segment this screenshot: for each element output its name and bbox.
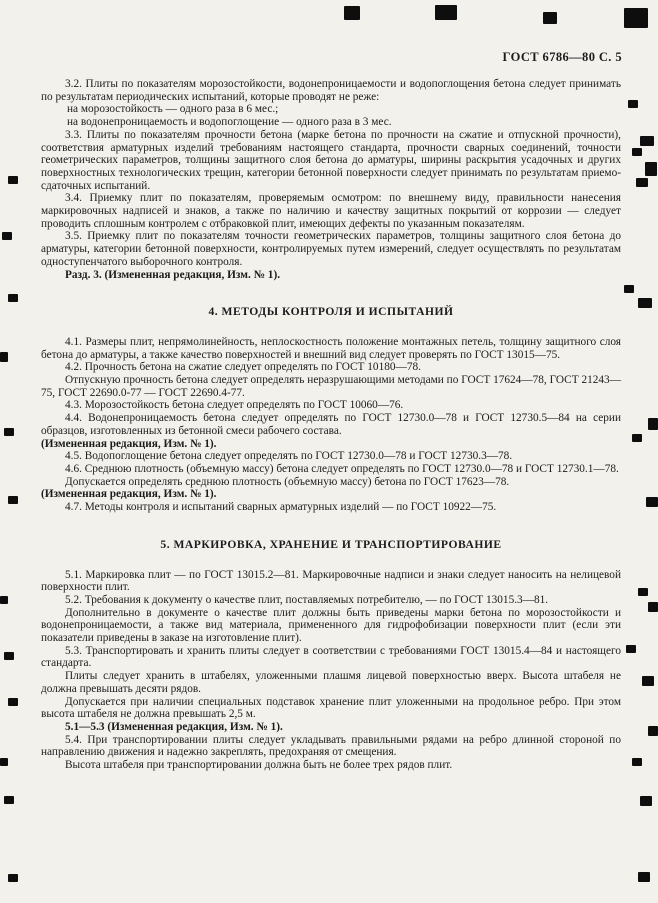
- paragraph: (Измененная редакция, Изм. № 1).: [41, 437, 217, 450]
- paragraph: Допускается при наличии специальных подставок хранение плит уложенными на продольное ребро. При этом высота штабеля не должна превышать 2,5 м.: [41, 695, 621, 721]
- paragraph: 4.5. Водопоглощение бетона следует определять по ГОСТ 12730.0—78 и ГОСТ 12730.3—78.: [65, 450, 513, 463]
- scan-artifact: [624, 285, 634, 293]
- scan-artifact: [632, 148, 642, 156]
- paragraph: 3.2. Плиты по показателям морозостойкости, водонепроницаемости и водопоглощения бетона следует принимать по результатам периодических испытаний, которые проводят не реже:: [41, 78, 621, 103]
- section-heading: 4. МЕТОДЫ КОНТРОЛЯ И ИСПЫТАНИЙ: [208, 305, 454, 319]
- scan-artifact: [543, 12, 557, 24]
- paragraph: 5.3. Транспортировать и хранить плиты следует в соответствии с требованиями ГОСТ 13015.4—84 и настоящего стандарта.: [41, 644, 621, 670]
- scan-artifact: [638, 298, 652, 308]
- paragraph: 3.3. Плиты по показателям прочности бетона (марке бетона по прочности на сжатие и отпускной прочности), соответствия арматурных изделий требованиям настоящего стандарта, прочности сварных соединений, точности геометрических параметров, толщины защитного слоя бетона до арматуры, ширины раскрытия усадочных и других поверхностных технологических трещин, категории бетонной поверхности следует принимать по результатам приемо-сдаточных испытаний.: [41, 128, 621, 192]
- scan-artifact: [4, 796, 14, 804]
- scan-artifact: [0, 758, 8, 766]
- paragraph: Высота штабеля при транспортировании должна быть не более трех рядов плит.: [65, 759, 453, 772]
- scan-artifact: [626, 645, 636, 653]
- scan-artifact: [640, 136, 654, 146]
- scan-artifact: [646, 497, 658, 507]
- paragraph: 3.5. Приемку плит по показателям точности геометрических параметров, толщины защитного слоя бетона до арматуры, категории бетонной поверхности, контролируемых путем измерений, следует осуществлять по результатам одноступенчатого выборочного контроля.: [41, 230, 621, 268]
- paragraph: 5.2. Требования к документу о качестве плит, поставляемых потребителю, — по ГОСТ 13015.3—81.: [65, 593, 549, 606]
- scan-artifact: [632, 434, 642, 442]
- document-body: [41, 78, 621, 772]
- paragraph: 4.1. Размеры плит, непрямолинейность, неплоскостность положение монтажных петель, толщину защитного слоя бетона до арматуры, а также качество поверхностей и внешний вид следует проверять по ГОСТ 13015—75.: [41, 335, 621, 361]
- scan-artifact: [648, 418, 658, 430]
- scan-artifact: [638, 588, 648, 596]
- scan-artifact: [624, 8, 648, 28]
- scan-artifact: [0, 352, 8, 362]
- scan-artifact: [632, 758, 642, 766]
- paragraph: 4.4. Водонепроницаемость бетона следует определять по ГОСТ 12730.0—78 и ГОСТ 12730.5—84 на серии образцов, изготовленных из бетонной смеси рабочего состава.: [41, 412, 621, 437]
- scan-artifact: [344, 6, 360, 20]
- paragraph: 3.4. Приемку плит по показателям, проверяемым осмотром: по внешнему виду, правильности нанесения маркировочных надписей и знаков, а также по наличию и качеству защитных покрытий от коррозии — следует проводить сплошным контролем с отбраковкой плит, имеющих дефекты по указанным показателям.: [41, 192, 621, 230]
- scan-artifact: [8, 874, 18, 882]
- scan-artifact: [4, 652, 14, 660]
- section-heading: 5. МАРКИРОВКА, ХРАНЕНИЕ И ТРАНСПОРТИРОВАНИЕ: [160, 537, 502, 551]
- scan-artifact: [435, 5, 457, 20]
- scan-artifact: [648, 602, 658, 612]
- paragraph: Дополнительно в документе о качестве плит должны быть приведены марки бетона по морозостойкости и водонепроницаемости, а также вид материала, примененного для гидрофобизации поверхности плит (если эти показатели приведены в заказе на изготовление плит).: [41, 606, 621, 645]
- paragraph: 5.4. При транспортировании плиты следует укладывать правильными рядами на ребро длинной стороной по направлению движения и надежно закреплять, предохраняя от смещения.: [41, 733, 621, 759]
- scan-artifact: [2, 232, 12, 240]
- paragraph: 4.7. Методы контроля и испытаний сварных арматурных изделий — по ГОСТ 10922—75.: [65, 501, 497, 514]
- scan-artifact: [4, 428, 14, 436]
- paragraph: 5.1—5.3 (Измененная редакция, Изм. № 1).: [65, 720, 283, 733]
- paragraph: 4.6. Среднюю плотность (объемную массу) бетона следует определять по ГОСТ 12730.0—78 и ГОСТ 12730.1—78.: [65, 462, 619, 475]
- scan-artifact: [642, 676, 654, 686]
- scan-artifact: [636, 178, 648, 187]
- scan-artifact: [628, 100, 638, 108]
- paragraph: на водонепроницаемость и водопоглощение — одного раза в 3 мес.: [67, 116, 392, 129]
- paragraph: 5.1. Маркировка плит — по ГОСТ 13015.2—81. Маркировочные надписи и знаки следует наносить на нелицевой поверхности плит.: [41, 568, 621, 594]
- scan-artifact: [648, 726, 658, 736]
- paragraph: Разд. 3. (Измененная редакция, Изм. № 1).: [65, 268, 281, 281]
- scan-artifact: [638, 872, 650, 882]
- scan-artifact: [0, 596, 8, 604]
- paragraph: (Измененная редакция, Изм. № 1).: [41, 488, 217, 501]
- scan-artifact: [8, 176, 18, 184]
- scan-artifact: [8, 496, 18, 504]
- paragraph: 4.2. Прочность бетона на сжатие следует определять по ГОСТ 10180—78.: [65, 361, 421, 374]
- scan-artifact: [640, 796, 652, 806]
- paragraph: Допускается определять среднюю плотность (объемную массу) бетона по ГОСТ 17623—78.: [65, 475, 510, 488]
- scan-artifact: [8, 294, 18, 302]
- paragraph: 4.3. Морозостойкость бетона следует определять по ГОСТ 10060—76.: [65, 399, 404, 412]
- paragraph: Плиты следует хранить в штабелях, уложенными плашмя лицевой поверхностью вверх. Высота штабеля не должна превышать десяти рядов.: [41, 670, 621, 695]
- page-header: ГОСТ 6786—80 С. 5: [502, 50, 622, 64]
- paragraph: Отпускную прочность бетона следует определять неразрушающими методами по ГОСТ 17624—78, ГОСТ 21243—75, ГОСТ 22690.0-77 — ГОСТ 22690.4-77.: [41, 374, 621, 399]
- scan-artifact: [8, 698, 18, 706]
- paragraph: на морозостойкость — одного раза в 6 мес.;: [67, 103, 279, 116]
- scan-artifact: [645, 162, 657, 176]
